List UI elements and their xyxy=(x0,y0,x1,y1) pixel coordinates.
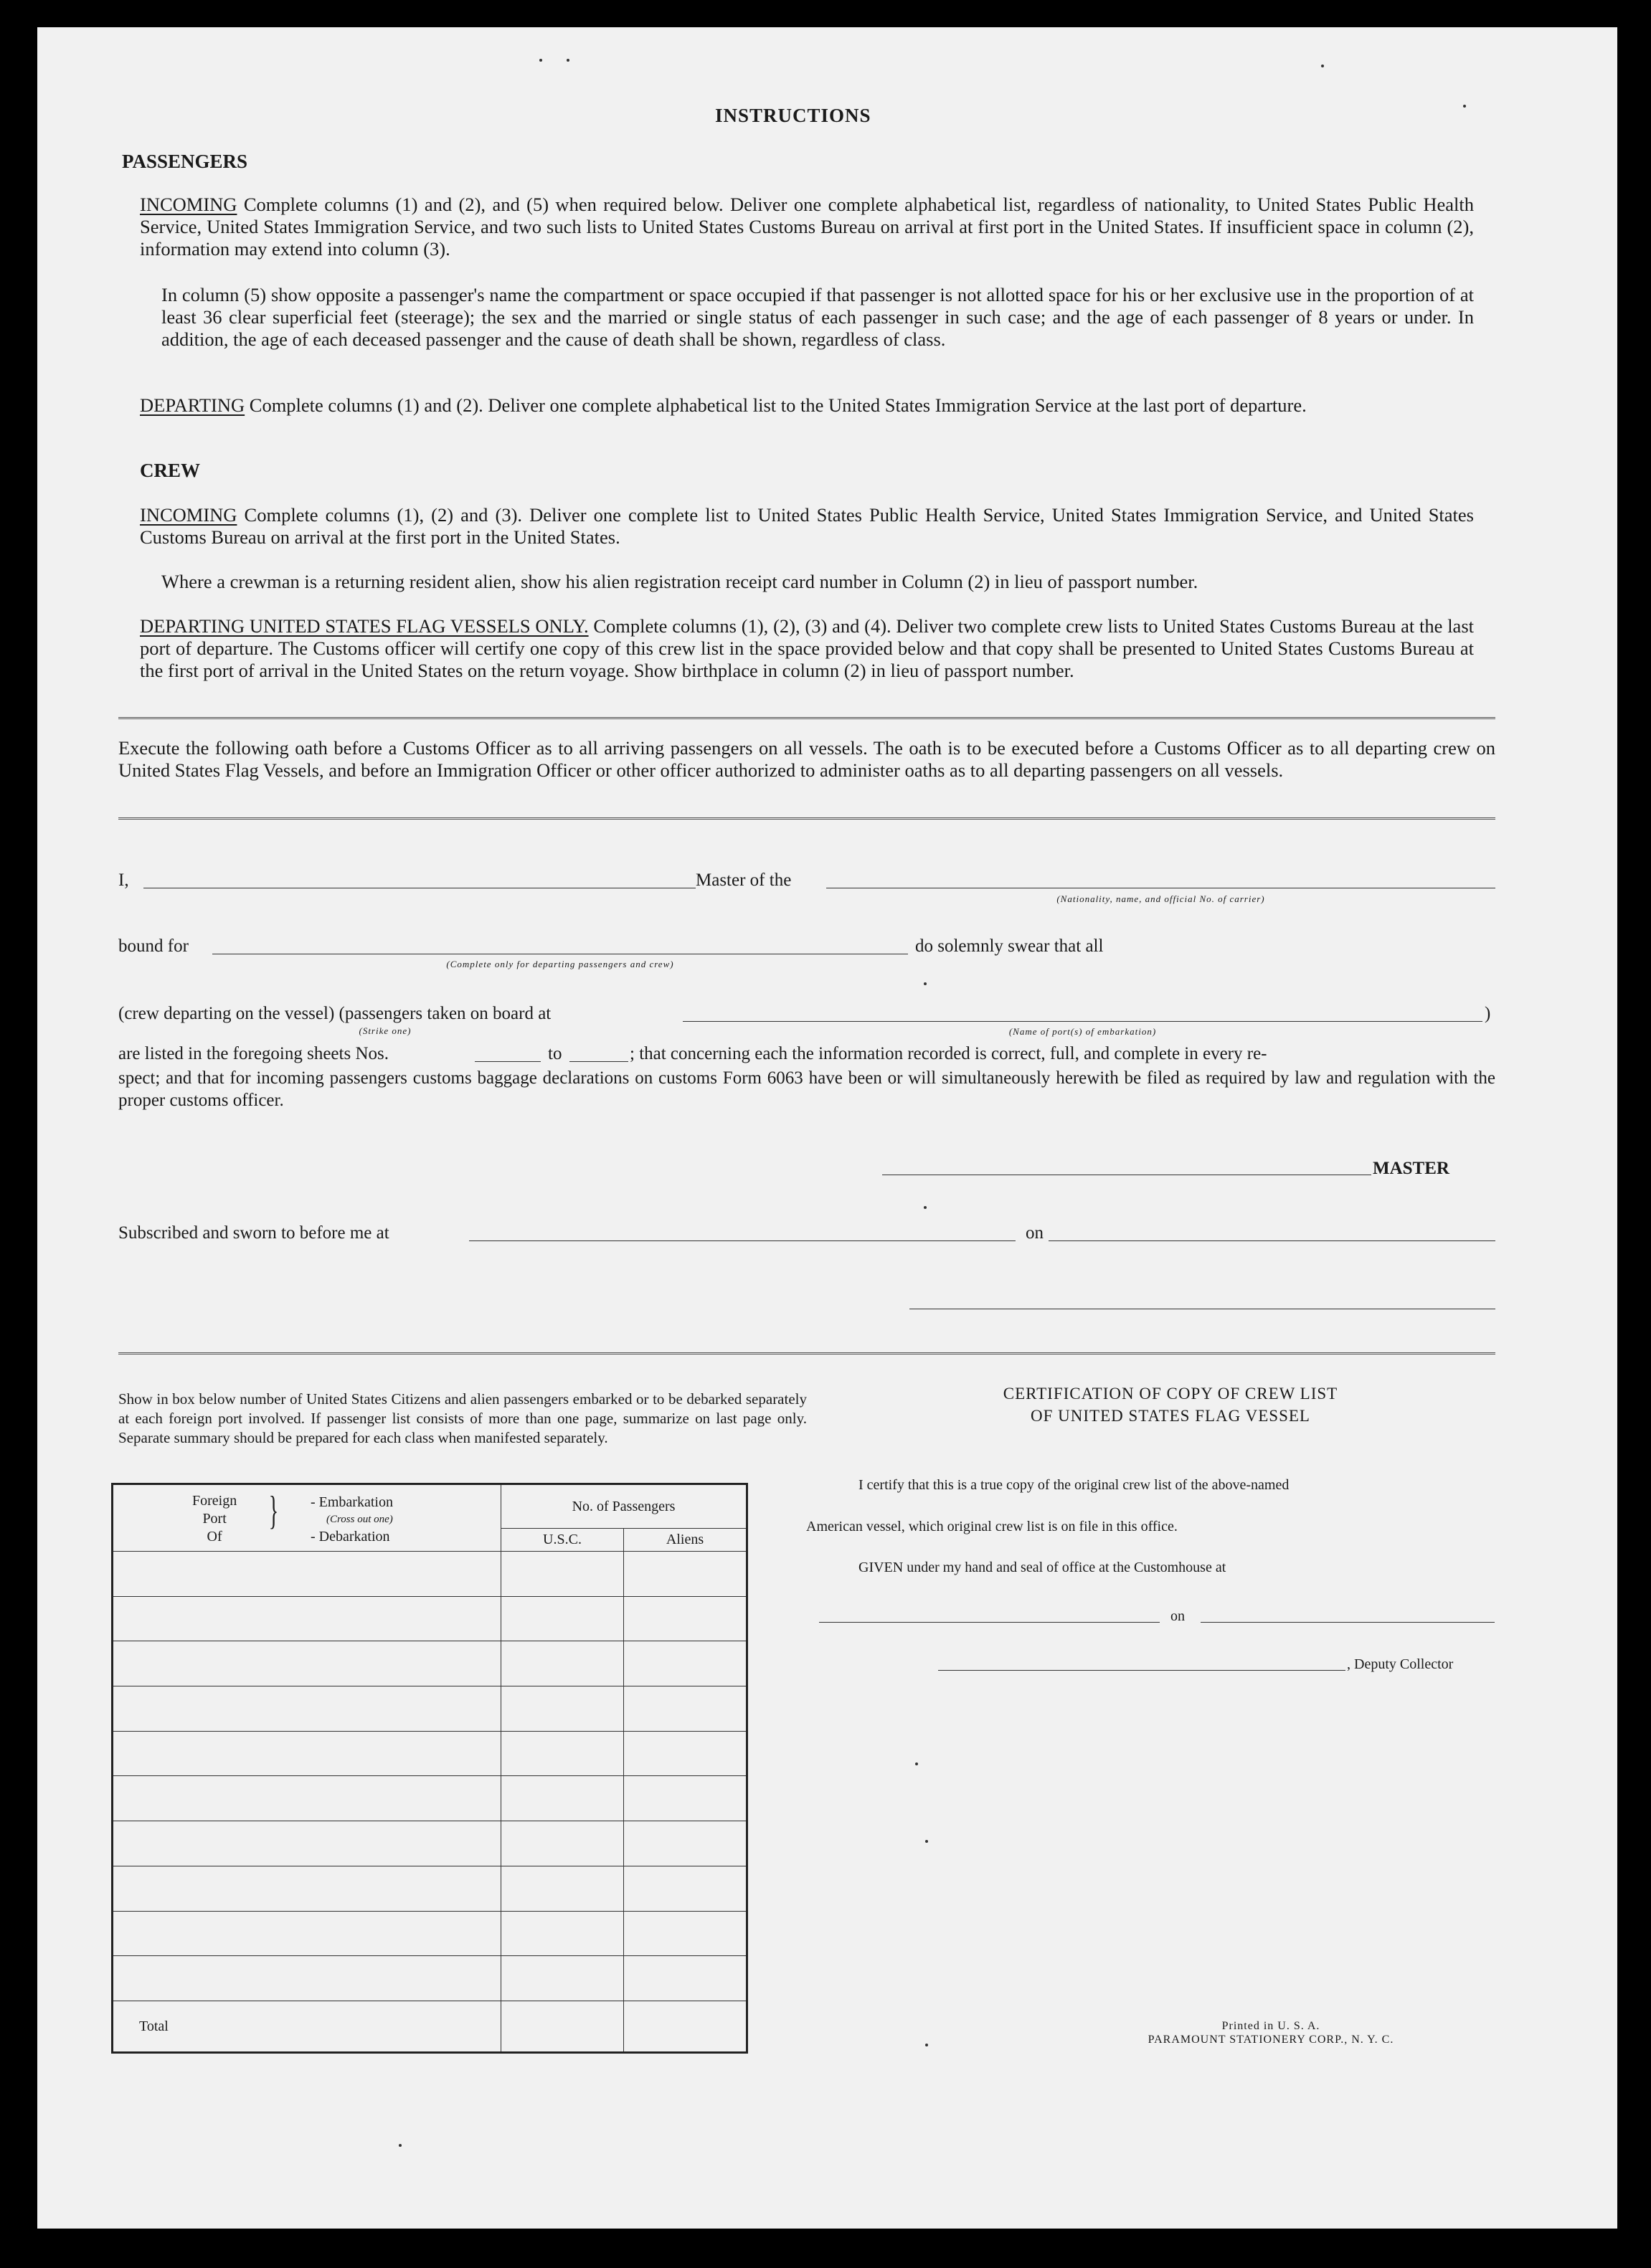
aliens-cell[interactable] xyxy=(624,1686,747,1732)
table-row xyxy=(113,1596,747,1641)
deputy-signature-field[interactable] xyxy=(938,1670,1345,1671)
crew-departing-text: (crew departing on the vessel) (passengers taken on board at xyxy=(118,1004,552,1023)
strike-one-caption: (Strike one) xyxy=(359,1025,412,1036)
total-row xyxy=(113,2001,747,2053)
usc-cell[interactable] xyxy=(501,1641,624,1686)
sworn-on-label: on xyxy=(1026,1223,1044,1243)
embarkation-option[interactable]: - Embarkation xyxy=(311,1494,393,1510)
summary-instructions: Show in box below number of United States Citizens and alien passengers embarked or to be debarked separately at each foreign port involved. If passenger list consists of more than one page, summarize on last page only. Separate summary should be prepared for each class when manifested separately. xyxy=(118,1390,807,1446)
foreign-label: Foreign xyxy=(192,1493,237,1509)
certification-heading-line1: CERTIFICATION OF COPY OF CREW LIST xyxy=(1003,1385,1338,1403)
passengers-incoming-label: INCOMING xyxy=(140,194,237,215)
port-cell[interactable] xyxy=(113,1776,501,1821)
table-row xyxy=(113,1552,747,1597)
sheet-from-field[interactable] xyxy=(475,1061,541,1062)
scan-speck xyxy=(399,2144,402,2147)
close-paren: ) xyxy=(1485,1004,1491,1023)
port-cell[interactable] xyxy=(113,1821,501,1866)
aliens-cell[interactable] xyxy=(624,1731,747,1776)
total-aliens-cell[interactable] xyxy=(624,2001,747,2053)
cross-out-note: (Cross out one) xyxy=(326,1514,393,1525)
usc-cell[interactable] xyxy=(501,1956,624,2001)
section-divider xyxy=(118,817,1495,822)
embark-debark-options xyxy=(311,1494,393,1545)
section-divider xyxy=(118,1352,1495,1357)
passengers-incoming-text: Complete columns (1) and (2), and (5) when required below. Deliver one complete alphabetical list, regardless of nationality, to United States Public Health Service, United States Immigration Service, and two such lists to United States Customs Bureau on arrival at first port in the United States. If insufficient space in column (2), information may extend into column (3). xyxy=(140,194,1475,260)
carrier-caption: (Nationality, name, and official No. of carrier) xyxy=(1056,893,1265,904)
subscribed-label: Subscribed and sworn to before me at xyxy=(118,1223,389,1243)
table-header-row xyxy=(113,1484,747,1529)
usc-cell[interactable] xyxy=(501,1866,624,1911)
sworn-location-field[interactable] xyxy=(469,1240,1016,1241)
passengers-incoming-paragraph xyxy=(140,194,1474,260)
sworn-date-field[interactable] xyxy=(1049,1240,1495,1241)
customhouse-field[interactable] xyxy=(819,1622,1160,1623)
certification-heading xyxy=(927,1382,1414,1427)
port-header-cell xyxy=(113,1484,501,1552)
crew-heading: CREW xyxy=(140,460,201,481)
brace-icon: } xyxy=(268,1489,279,1533)
usc-cell[interactable] xyxy=(501,1821,624,1866)
master-label: MASTER xyxy=(1373,1159,1449,1178)
printer-line2: PARAMOUNT STATIONERY CORP., N. Y. C. xyxy=(1148,2034,1394,2046)
scan-speck xyxy=(925,1840,928,1843)
oath-i-label: I, xyxy=(118,870,129,890)
scan-speck xyxy=(924,1206,927,1209)
scan-speck xyxy=(1321,65,1324,67)
crew-departing-text: Complete columns (1), (2), (3) and (4). Deliver two complete crew lists to United States Customs Bureau at the last port of departure. The Customs officer will certify one copy of this crew list in the space provided below and that copy shall be presented to United States Customs Bureau at the first port of arrival in the United States on the return voyage. Show birthplace in column (2) in lieu of passport number. xyxy=(140,615,1474,681)
table-row xyxy=(113,1956,747,2001)
table-row xyxy=(113,1821,747,1866)
scan-speck xyxy=(924,982,927,985)
usc-cell[interactable] xyxy=(501,1911,624,1956)
scan-speck xyxy=(539,59,542,62)
scan-speck xyxy=(925,2044,928,2046)
foreign-port-of-label xyxy=(192,1492,237,1546)
page-title: INSTRUCTIONS xyxy=(715,105,871,126)
passenger-summary-table xyxy=(111,1483,748,2054)
table-row xyxy=(113,1911,747,1956)
certify-line-1: I certify that this is a true copy of the original crew list of the above-named xyxy=(858,1477,1290,1493)
aliens-cell[interactable] xyxy=(624,1821,747,1866)
passengers-departing-paragraph xyxy=(140,394,1474,417)
port-cell[interactable] xyxy=(113,1552,501,1597)
table-row xyxy=(113,1686,747,1732)
aliens-cell[interactable] xyxy=(624,1641,747,1686)
total-label: Total xyxy=(113,2001,501,2053)
crew-resident-paragraph: Where a crewman is a returning resident alien, show his alien registration receipt card number in Column (2) in lieu of passport number. xyxy=(161,571,1198,592)
bound-for-label: bound for xyxy=(118,936,189,956)
usc-cell[interactable] xyxy=(501,1686,624,1732)
debarkation-option[interactable]: - Debarkation xyxy=(311,1529,390,1545)
sheet-to-field[interactable] xyxy=(569,1061,628,1062)
printer-imprint xyxy=(1084,2019,1457,2046)
table-row xyxy=(113,1776,747,1821)
cert-date-field[interactable] xyxy=(1201,1622,1495,1623)
port-cell[interactable] xyxy=(113,1596,501,1641)
aliens-cell[interactable] xyxy=(624,1866,747,1911)
crew-incoming-label: INCOMING xyxy=(140,504,237,526)
scan-speck xyxy=(567,59,569,62)
passengers-heading: PASSENGERS xyxy=(122,151,248,172)
certify-line-2: American vessel, which original crew list is on file in this office. xyxy=(806,1519,1178,1534)
crew-incoming-text: Complete columns (1), (2) and (3). Deliver one complete list to United States Public Health Service, United States Immigration Service, and United States Customs Bureau on arrival at the first port in the United States. xyxy=(140,504,1474,548)
usc-cell[interactable] xyxy=(501,1596,624,1641)
no-passengers-header: No. of Passengers xyxy=(501,1484,747,1529)
aliens-cell[interactable] xyxy=(624,1776,747,1821)
embarkation-port-caption: (Name of port(s) of embarkation) xyxy=(1008,1026,1157,1037)
port-cell[interactable] xyxy=(113,1686,501,1732)
table-row xyxy=(113,1731,747,1776)
crew-departing-paragraph xyxy=(140,615,1474,682)
port-cell[interactable] xyxy=(113,1866,501,1911)
bound-for-caption: (Complete only for departing passengers and crew) xyxy=(446,959,674,969)
usc-cell[interactable] xyxy=(501,1552,624,1597)
port-cell[interactable] xyxy=(113,1911,501,1956)
total-usc-cell[interactable] xyxy=(501,2001,624,2053)
port-cell[interactable] xyxy=(113,1731,501,1776)
deputy-collector-label: , Deputy Collector xyxy=(1347,1656,1454,1672)
certification-heading-line2: OF UNITED STATES FLAG VESSEL xyxy=(1031,1407,1310,1425)
aliens-header: Aliens xyxy=(624,1529,747,1552)
listed-text-b: ; that concerning each the information recorded is correct, full, and complete in every re- xyxy=(630,1044,1267,1063)
listed-text-a: are listed in the foregoing sheets Nos. xyxy=(118,1044,389,1063)
passengers-departing-label: DEPARTING xyxy=(140,394,245,416)
passengers-departing-text: Complete columns (1) and (2). Deliver one complete alphabetical list to the United States Immigration Service at the last port of departure. xyxy=(249,394,1307,416)
printer-line1: Printed in U. S. A. xyxy=(1221,2020,1320,2032)
aliens-cell[interactable] xyxy=(624,1552,747,1597)
cert-on-label: on xyxy=(1170,1608,1185,1624)
table-row xyxy=(113,1641,747,1686)
aliens-cell[interactable] xyxy=(624,1956,747,2001)
scan-speck xyxy=(1463,105,1466,108)
crew-incoming-paragraph xyxy=(140,504,1474,549)
embarkation-port-field[interactable] xyxy=(683,1021,1482,1022)
passengers-column5-paragraph: In column (5) show opposite a passenger's name the compartment or space occupied if that passenger is not allotted space for his or her exclusive use in the proportion of at least 36 clear superficial feet (steerage); the sex and the married or single status of each passenger in such case; and the age of each passenger of 8 years or under. In addition, the age of each deceased passenger and the cause of death shall be shown, regardless of class. xyxy=(161,284,1474,350)
scan-speck xyxy=(915,1762,918,1765)
usc-header: U.S.C. xyxy=(501,1529,624,1552)
form-page xyxy=(37,27,1617,2229)
crew-departing-label: DEPARTING UNITED STATES FLAG VESSELS ONLY. xyxy=(140,615,589,637)
master-of-the-label: Master of the xyxy=(696,870,792,890)
given-line: GIVEN under my hand and seal of office at the Customhouse at xyxy=(858,1560,1226,1575)
listed-to-label: to xyxy=(548,1044,562,1063)
of-label: Of xyxy=(207,1529,222,1545)
aliens-cell[interactable] xyxy=(624,1596,747,1641)
table-row xyxy=(113,1866,747,1911)
usc-cell[interactable] xyxy=(501,1731,624,1776)
port-cell[interactable] xyxy=(113,1956,501,2001)
aliens-cell[interactable] xyxy=(624,1911,747,1956)
listed-text-c: spect; and that for incoming passengers customs baggage declarations on customs Form 6063 have been or will simultaneously herewith be filed as required by law and regulation with the proper customs officer. xyxy=(118,1068,1495,1110)
port-cell[interactable] xyxy=(113,1641,501,1686)
solemnly-swear-text: do solemnly swear that all xyxy=(915,936,1104,956)
section-divider xyxy=(118,717,1495,721)
oath-instructions: Execute the following oath before a Customs Officer as to all arriving passengers on all vessels. The oath is to be executed before a Customs Officer as to all departing crew on United States Flag Vessels, and before an Immigration Officer or other officer authorized to administer oaths as to all departing passengers on all vessels. xyxy=(118,737,1495,781)
usc-cell[interactable] xyxy=(501,1776,624,1821)
port-label: Port xyxy=(202,1511,227,1527)
